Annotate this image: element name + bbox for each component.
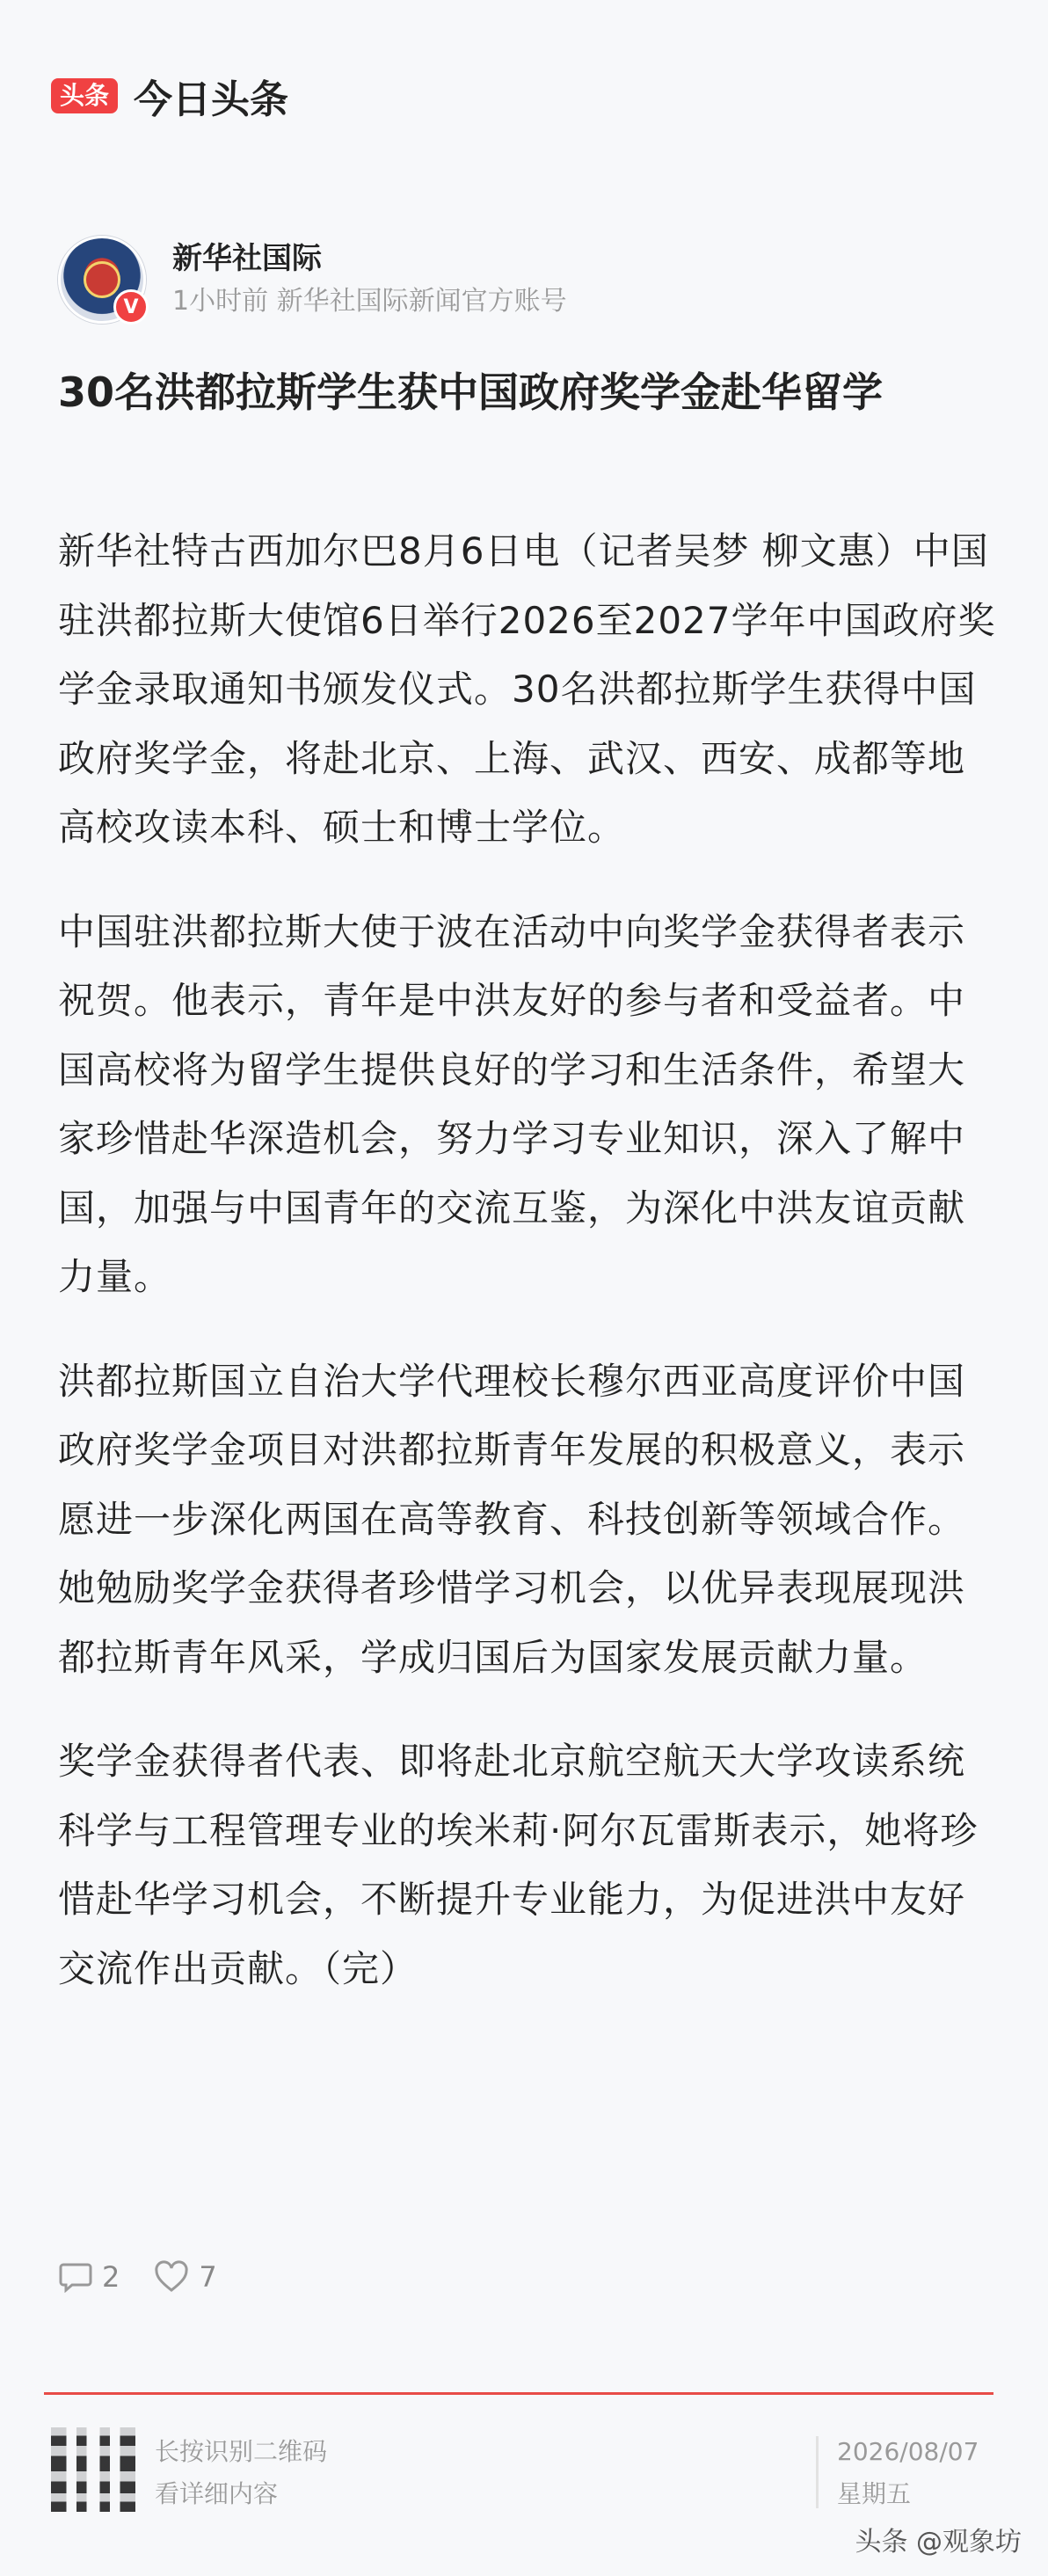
watermark: 头条 @观象坊: [855, 2527, 1022, 2558]
footer-vertical-divider: [816, 2436, 819, 2508]
comment-icon: [58, 2261, 93, 2293]
article-body: [58, 517, 1001, 2039]
article-paragraph: 中国驻洪都拉斯大使于波在活动中向奖学金获得者表示祝贺。他表示，青年是中洪友好的参与者和受益者。中国高校将为留学生提供良好的学习和生活条件，希望大家珍惜赴华深造机会，努力学习专业知识，深入了解中国，加强与中国青年的交流互鉴，为深化中洪友谊贡献力量。: [58, 909, 966, 1298]
qr-hint-line2: 看详细内容: [155, 2479, 279, 2508]
xinhua-emblem-icon: [84, 261, 120, 298]
qr-hint: [155, 2431, 327, 2515]
author-meta: 1小时前 新华社国际新闻官方账号: [172, 286, 567, 317]
heart-icon: [153, 2260, 190, 2294]
article-paragraph: 新华社特古西加尔巴8月6日电（记者吴梦 柳文惠）中国驻洪都拉斯大使馆6日举行2026至2027学年中国政府奖学金录取通知书颁发仪式。30名洪都拉斯学生获得中国政府奖学金，将赴北京、上海、武汉、西安、成都等地高校攻读本科、硕士和博士学位。: [58, 529, 996, 849]
app-name: 今日头条: [134, 77, 289, 122]
weekday-text: 星期五: [837, 2479, 912, 2508]
like-count: 7: [199, 2260, 217, 2294]
footer-divider: [44, 2392, 993, 2395]
author-info[interactable]: [58, 236, 567, 324]
qr-code[interactable]: [51, 2427, 135, 2512]
toutiao-logo: 头条: [51, 78, 118, 113]
comment-button[interactable]: [58, 2260, 120, 2294]
avatar[interactable]: [58, 236, 146, 324]
date-text: 2026/08/07: [837, 2437, 979, 2466]
verified-badge-icon: V: [113, 289, 149, 325]
qr-hint-line1: 长按识别二维码: [155, 2437, 328, 2466]
article-paragraph: 奖学金获得者代表、即将赴北京航空航天大学攻读系统科学与工程管理专业的埃米莉·阿尔瓦雷斯表示，她将珍惜赴华学习机会，不断提升专业能力，为促进洪中友好交流作出贡献。（完）: [58, 1740, 979, 1990]
date-info: [837, 2431, 979, 2515]
article-actions: [58, 2260, 251, 2294]
app-header: [51, 70, 288, 121]
comment-count: 2: [102, 2260, 120, 2294]
article-title: 30名洪都拉斯学生获中国政府奖学金赴华留学: [58, 369, 884, 416]
author-name[interactable]: 新华社国际: [172, 241, 322, 276]
like-button[interactable]: [153, 2260, 216, 2294]
article-paragraph: 洪都拉斯国立自治大学代理校长穆尔西亚高度评价中国政府奖学金项目对洪都拉斯青年发展的积极意义，表示愿进一步深化两国在高等教育、科技创新等领域合作。她勉励奖学金获得者珍惜学习机会，以优异表现展现洪都拉斯青年风采，学成归国后为国家发展贡献力量。: [58, 1359, 966, 1679]
